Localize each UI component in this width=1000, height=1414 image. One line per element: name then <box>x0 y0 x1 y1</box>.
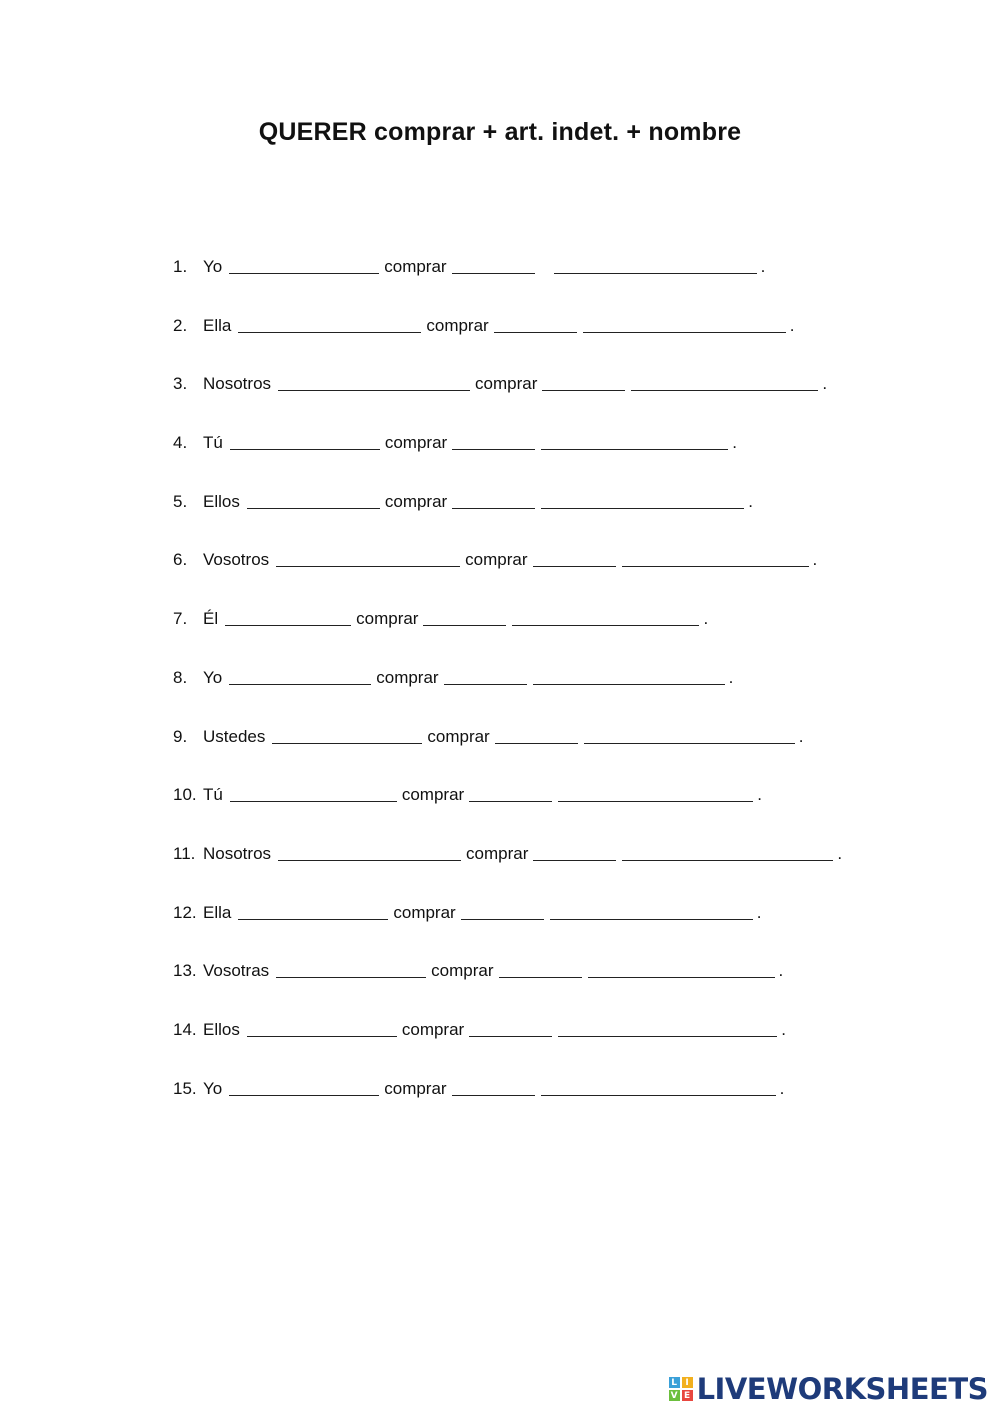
item-number: 2. <box>173 315 188 335</box>
end-mark: . <box>781 1019 786 1039</box>
item-number: 6. <box>173 550 188 570</box>
item-number: 3. <box>173 374 188 394</box>
item-subject: Vosotras <box>203 961 270 981</box>
item-subject: Ustedes <box>203 726 266 746</box>
connector-word: comprar <box>356 609 419 629</box>
exercise-item <box>173 604 893 663</box>
connector-word: comprar <box>401 785 465 805</box>
end-mark: . <box>703 609 709 629</box>
item-number: 7. <box>173 609 188 629</box>
item-subject: Ellos <box>203 1019 240 1039</box>
exercise-item <box>173 1074 893 1133</box>
end-mark: . <box>732 433 737 453</box>
end-mark: . <box>748 491 753 511</box>
exercise-item <box>173 839 893 898</box>
item-number: 15. <box>173 1078 197 1098</box>
noun-blank[interactable] <box>622 839 833 861</box>
item-number: 12. <box>173 902 197 922</box>
item-subject: Ellos <box>203 491 240 511</box>
verb-blank[interactable] <box>230 780 397 802</box>
item-subject: Él <box>203 609 219 629</box>
logo-cell: I <box>682 1377 693 1388</box>
article-blank[interactable] <box>469 1015 552 1037</box>
article-blank[interactable] <box>533 839 616 861</box>
verb-blank[interactable] <box>272 722 422 744</box>
item-number: 5. <box>173 491 188 511</box>
noun-blank[interactable] <box>541 428 728 450</box>
article-blank[interactable] <box>452 487 535 509</box>
exercise-item <box>173 663 893 722</box>
item-number: 9. <box>173 726 188 746</box>
liveworksheets-watermark <box>669 1372 988 1406</box>
connector-word: comprar <box>466 843 529 863</box>
verb-blank[interactable] <box>229 1074 379 1096</box>
connector-word: comprar <box>427 726 490 746</box>
item-subject: Ella <box>203 902 232 922</box>
item-subject: Nosotros <box>203 843 272 863</box>
item-number: 13. <box>173 961 197 981</box>
connector-word: comprar <box>384 491 448 511</box>
end-mark: . <box>757 785 762 805</box>
verb-blank[interactable] <box>247 1015 397 1037</box>
noun-blank[interactable] <box>512 604 699 626</box>
end-mark: . <box>822 374 828 394</box>
exercise-item <box>173 369 893 428</box>
noun-blank[interactable] <box>588 956 775 978</box>
article-blank[interactable] <box>452 428 535 450</box>
item-number: 4. <box>173 433 188 453</box>
article-blank[interactable] <box>542 369 625 391</box>
noun-blank[interactable] <box>584 722 795 744</box>
noun-blank[interactable] <box>558 780 753 802</box>
exercise-item <box>173 428 893 487</box>
end-mark: . <box>760 257 766 276</box>
end-mark: . <box>778 961 784 981</box>
exercise-item <box>173 722 893 781</box>
end-mark: . <box>812 550 818 570</box>
connector-word: comprar <box>465 550 528 570</box>
article-blank[interactable] <box>494 311 577 333</box>
exercise-item <box>173 487 893 546</box>
item-number: 8. <box>173 667 188 687</box>
connector-word: comprar <box>384 433 448 453</box>
item-subject: Yo <box>203 1078 223 1098</box>
connector-word: comprar <box>431 961 494 981</box>
noun-blank[interactable] <box>533 663 725 685</box>
exercise-item <box>173 898 893 957</box>
article-blank[interactable] <box>444 663 527 685</box>
connector-word: comprar <box>384 257 447 276</box>
exercise-list <box>173 252 893 1132</box>
article-blank[interactable] <box>495 722 578 744</box>
noun-blank[interactable] <box>622 545 809 567</box>
end-mark: . <box>789 315 795 335</box>
noun-blank[interactable] <box>558 1015 777 1037</box>
logo-cell: V <box>669 1390 680 1401</box>
item-subject: Tú <box>203 433 223 453</box>
item-subject: Vosotros <box>203 550 270 570</box>
item-subject: Ella <box>203 315 232 335</box>
end-mark: . <box>798 726 804 746</box>
watermark-brand: LIVEWORKSHEETS <box>696 1372 988 1406</box>
item-number: 1. <box>173 257 188 276</box>
exercise-item <box>173 956 893 1015</box>
end-mark: . <box>779 1078 785 1098</box>
verb-blank[interactable] <box>238 311 421 333</box>
article-blank[interactable] <box>452 252 535 274</box>
verb-blank[interactable] <box>247 487 380 509</box>
item-subject: Tú <box>203 785 223 805</box>
article-blank[interactable] <box>461 898 544 920</box>
item-number: 14. <box>173 1019 197 1039</box>
end-mark: . <box>756 902 762 922</box>
noun-blank[interactable] <box>631 369 818 391</box>
verb-blank[interactable] <box>229 252 379 274</box>
article-blank[interactable] <box>499 956 582 978</box>
verb-blank[interactable] <box>230 428 380 450</box>
noun-blank[interactable] <box>583 311 786 333</box>
verb-blank[interactable] <box>229 663 371 685</box>
verb-blank[interactable] <box>278 839 461 861</box>
article-blank[interactable] <box>469 780 552 802</box>
item-subject: Yo <box>203 667 223 687</box>
article-blank[interactable] <box>452 1074 535 1096</box>
verb-blank[interactable] <box>225 604 351 626</box>
item-subject: Yo <box>203 257 223 276</box>
logo-cell: E <box>682 1390 693 1401</box>
end-mark: . <box>728 667 734 687</box>
connector-word: comprar <box>401 1019 465 1039</box>
exercise-item <box>173 252 893 311</box>
connector-word: comprar <box>475 374 538 394</box>
exercise-item <box>173 780 893 839</box>
verb-blank[interactable] <box>238 898 388 920</box>
verb-blank[interactable] <box>276 545 460 567</box>
noun-blank[interactable] <box>541 1074 776 1096</box>
noun-blank[interactable] <box>554 252 757 274</box>
item-subject: Nosotros <box>203 374 272 394</box>
logo-cell: L <box>669 1377 680 1388</box>
exercise-item <box>173 545 893 604</box>
exercise-item <box>173 311 893 370</box>
connector-word: comprar <box>426 315 489 335</box>
article-blank[interactable] <box>423 604 506 626</box>
connector-word: comprar <box>393 902 456 922</box>
connector-word: comprar <box>384 1078 447 1098</box>
connector-word: comprar <box>376 667 439 687</box>
verb-blank[interactable] <box>276 956 426 978</box>
article-blank[interactable] <box>533 545 616 567</box>
item-number: 10. <box>173 785 197 805</box>
noun-blank[interactable] <box>550 898 753 920</box>
item-number: 11. <box>173 843 196 863</box>
exercise-item <box>173 1015 893 1074</box>
noun-blank[interactable] <box>541 487 744 509</box>
verb-blank[interactable] <box>278 369 470 391</box>
liveworksheets-logo-icon <box>669 1377 693 1401</box>
worksheet-title: QUERER comprar + art. indet. + nombre <box>258 118 742 146</box>
end-mark: . <box>837 843 843 863</box>
